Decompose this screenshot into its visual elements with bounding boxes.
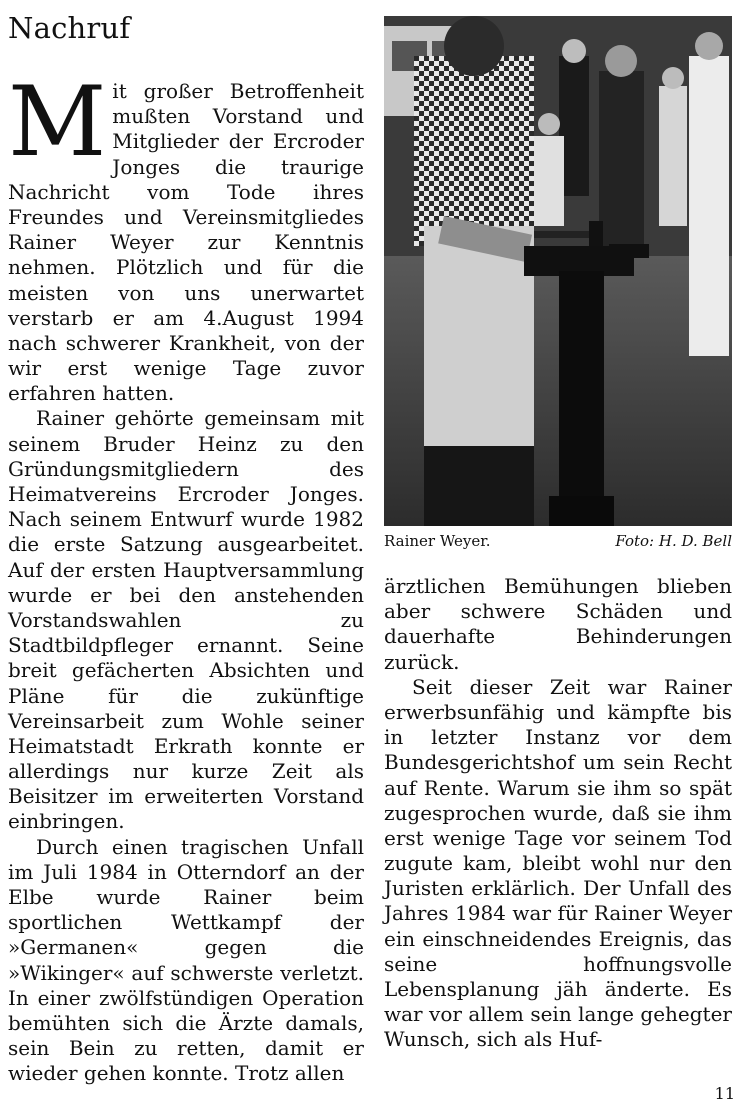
photo-credit: Foto: H. D. Bell [615,532,732,550]
blacksmith-photo [384,16,732,526]
drop-cap: M [8,66,107,178]
photo-caption: Rainer Weyer. [384,532,491,550]
photo-caption-row [384,532,732,550]
page-number: 11 [714,1084,735,1103]
right-column-text [384,574,732,1053]
paragraph-4: Seit dieser Zeit war Rainer erwerbsunfähig und kämpfte bis in letzter Instanz vor dem Bundesgerichtshof um sein Recht auf Rente. Warum sie ihm so spät zugesprochen wurde, daß sie ihm erst wenige Tage vor seinem Tod zugute kam, bleibt wohl nur den Juristen erklärlich. Der Unfall des Jahres 1984 war für Rainer Weyer ein einschneidendes Ereignis, das seine hoffnungsvolle Lebensplanung jäh änderte. Es war vor allem sein lange gehegter Wunsch, sich als Huf- [384,674,732,1052]
paragraph-2: Rainer gehörte gemeinsam mit seinem Bruder Heinz zu den Gründungsmitgliedern des Heimatvereins Ercroder Jonges. Nach seinem Entwurf wurde 1982 die erste Satzung ausgearbeitet. Auf der ersten Hauptversammlung wurde er bei den anstehenden Vorstandswahlen zu Stadtbildpfleger ernannt. Seine breit gefächerten Absichten und Pläne für die zukünftige Vereinsarbeit zum Wohle seiner Heimatstadt Erkrath konnte er allerdings nur kurze Zeit als Beisitzer im erweiterten Vorstand einbringen. [8,406,364,834]
left-column [8,11,364,1087]
photo-illustration [384,16,732,526]
paragraph-1 [8,66,364,406]
paragraph-3-continued: ärztlichen Bemühungen blieben aber schwere Schäden und dauerhafte Behinderungen zurück. [384,574,732,674]
paragraph-3: Durch einen tragischen Unfall im Juli 1984 in Otterndorf an der Elbe wurde Rainer beim sportlichen Wettkampf der »Germanen« gegen die »Wikinger« auf schwerste verletzt. In einer zwölfstündigen Operation bemühten sich die Ärzte damals, sein Bein zu retten, damit er wieder gehen konnte. Trotz allen [8,834,364,1086]
right-column [384,16,732,1053]
paragraph-1-text: it großer Betroffenheit mußten Vorstand und Mitglieder der Ercroder Jonges die traurige Nachricht vom Tode ihres Freundes und Vereinsmitgliedes Rainer Weyer zur Kenntnis nehmen. Plötzlich und für die meisten von uns unerwartet verstarb er am 4.August 1994 nach schwerer Krankheit, von der wir erst wenige Tage zuvor erfahren hatten. [8,79,364,406]
article-title: Nachruf [8,11,131,45]
